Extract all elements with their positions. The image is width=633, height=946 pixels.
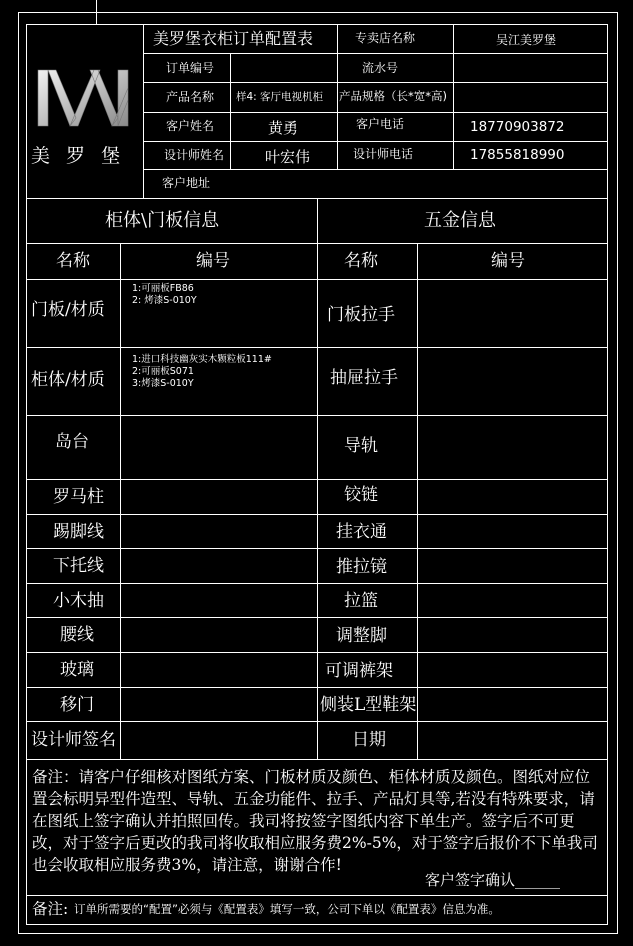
form-title: 美罗堡衣柜订单配置表 [153,29,314,48]
hardware-row-name: 侧装L型鞋架 [320,695,417,715]
hardware-row-name: 铰链 [344,485,378,505]
hardware-col-code: 编号 [491,251,525,271]
brand-name: 美 罗 堡 [31,145,126,167]
hardware-row-name: 日期 [352,730,386,750]
customer-name-value[interactable]: 黄勇 [268,119,299,137]
cabinet-row-name: 柜体/材质 [31,370,105,390]
designer-name-label: 设计师姓名 [164,148,225,162]
cabinet-col-name: 名称 [56,251,90,271]
designer-name-value[interactable]: 叶宏伟 [265,148,311,166]
cabinet-col-code: 编号 [196,251,230,271]
product-name-value[interactable]: 样4: 客厅电视机柜 [236,91,324,103]
cabinet-section-title: 柜体\门板信息 [105,210,220,231]
remarks-text: 备注：请客户仔细核对图纸方案、门板材质及颜色、柜体材质及颜色。图纸对应位置会标明异型件造型、导轨、五金功能件、拉手、产品灯具等,若没有特殊要求，请在图纸上签字确认并拍照回传。我司将按签字图纸内容下单生产。签字后不可更改，对于签字后更改的我司将收取相应服务费2%-5%，对于签字后报价不下单我司也会收取相应服务费3%，请注意，谢谢合作! [32,768,598,874]
hardware-row-name: 可调裤架 [325,661,393,681]
hardware-row-name: 推拉镜 [336,557,387,577]
cabinet-row-name: 门板/材质 [31,300,105,320]
hardware-col-name: 名称 [344,251,378,271]
hardware-row-name: 拉篮 [344,591,378,611]
brand-logo [34,66,132,130]
cabinet-row-name: 移门 [60,695,94,715]
customer-name-label: 客户姓名 [166,119,215,133]
hardware-row-name: 抽屉拉手 [330,368,398,388]
cabinet-row-code[interactable]: 1:可丽板FB86 2: 烤漆S-010Y [132,283,197,306]
cabinet-row-name: 下托线 [53,556,104,576]
order-no-label: 订单编号 [166,61,215,75]
customer-phone-label: 客户电话 [356,117,405,131]
hardware-row-name: 挂衣通 [336,522,387,542]
logo-monogram-icon [34,66,132,130]
cabinet-row-name: 设计师签名 [31,730,116,750]
cabinet-row-name: 腰线 [60,625,94,645]
store-value[interactable]: 吴江美罗堡 [496,33,557,47]
hardware-section-title: 五金信息 [424,210,496,231]
customer-signature[interactable]: 客户签字确认______ [425,871,561,889]
hardware-row-name: 调整脚 [336,626,387,646]
designer-phone-label: 设计师电话 [353,147,414,161]
hardware-row-name: 门板拉手 [327,305,395,325]
cabinet-row-code[interactable]: 1:进口科技幽灰实木颗粒板111# 2:可丽板S071 3:烤漆S-010Y [132,354,272,389]
cabinet-row-name: 小木抽 [53,591,104,611]
customer-phone-value[interactable]: 18770903872 [470,119,565,135]
footer-text: 订单所需要的“配置”必须与《配置表》填写一致，公司下单以《配置表》信息为准。 [74,902,500,916]
leader-line [96,0,97,24]
product-name-label: 产品名称 [166,90,215,104]
product-spec-label: 产品规格（长*宽*高) [339,89,447,103]
address-label: 客户地址 [162,176,211,190]
footer-label: 备注: [32,900,69,918]
serial-label: 流水号 [362,61,399,75]
cabinet-row-name: 玻璃 [60,660,94,680]
store-label: 专卖店名称 [355,31,416,45]
cabinet-row-name: 岛台 [55,432,89,452]
designer-phone-value[interactable]: 17855818990 [470,147,565,163]
hardware-row-name: 导轨 [344,436,378,456]
cabinet-row-name: 罗马柱 [53,487,104,507]
cabinet-row-name: 踢脚线 [53,522,104,542]
